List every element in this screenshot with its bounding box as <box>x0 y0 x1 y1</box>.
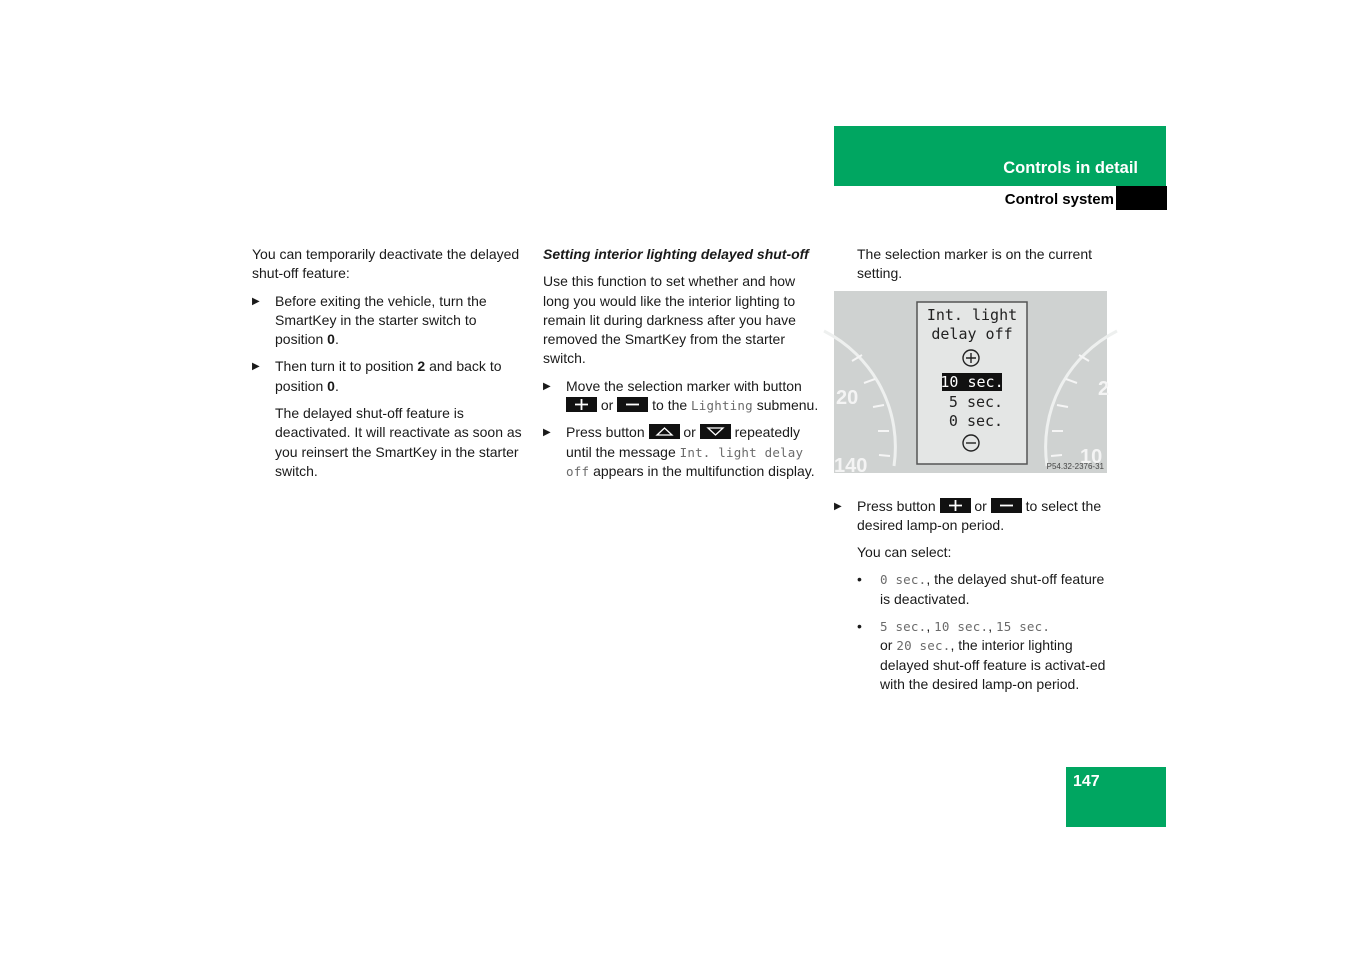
step-turn-position: ▶ Then turn it to position 2 and back to position 0. <box>252 358 502 394</box>
page-number: 147 <box>1073 773 1100 790</box>
arrow-icon: ▶ <box>252 295 260 307</box>
step-select-period: ▶ Press button or to select the desired lamp-on period. <box>834 497 1102 533</box>
you-can-select: You can select: <box>857 544 952 561</box>
image-code: P54.32-2376-31 <box>1046 462 1104 471</box>
gauge-number-right-top: 2 <box>1098 378 1110 400</box>
display-line-1: Int. light <box>926 306 1018 324</box>
subsection-marker <box>1116 186 1167 210</box>
function-intro: Use this function to set whether and how long you would like the interior lighting to remain lit during darkness after you have removed the SmartKey from the starter switch. <box>543 273 796 367</box>
plus-button-icon <box>566 397 597 412</box>
gauge-number-left-bottom: 140 <box>834 455 868 477</box>
section-title: Controls in detail <box>1003 159 1138 177</box>
arrow-icon: ▶ <box>543 427 551 439</box>
section-header-bar <box>834 126 1166 186</box>
step-press-button: ▶ Press button or repeatedly until the message Int. light delay off appears in the multifunction display. <box>543 424 815 479</box>
option-bullet-zero: • 0 sec., the delayed shut-off feature is deactivated. <box>857 571 1105 607</box>
arrow-icon: ▶ <box>834 500 842 512</box>
display-option-3: 0 sec. <box>948 412 1004 430</box>
display-option-selected: 10 sec. <box>940 373 1004 391</box>
down-button-icon <box>700 424 731 439</box>
up-button-icon <box>649 424 680 439</box>
subheading: Setting interior lighting delayed shut-off <box>543 246 809 262</box>
arrow-icon: ▶ <box>543 380 551 392</box>
minus-button-icon <box>991 498 1022 513</box>
arrow-icon: ▶ <box>252 361 260 373</box>
display-option-2: 5 sec. <box>948 393 1004 411</box>
option-bullet-active: • 5 sec., 10 sec., 15 sec. or 20 sec., the interior lighting delayed shut-off feature is activat-ed with the desired lamp-on period. <box>857 618 1106 692</box>
gauge-number-left-top: 20 <box>836 387 859 409</box>
deactivated-note: The delayed shut-off feature is deactivated. It will reactivate as soon as you reinsert the SmartKey in the starter switch. <box>275 405 522 479</box>
bullet-icon: • <box>857 571 862 588</box>
marker-note: The selection marker is on the current setting. <box>857 246 1092 282</box>
minus-button-icon <box>617 397 648 412</box>
step-exit-vehicle: ▶ Before exiting the vehicle, turn the SmartKey in the starter switch to position 0. <box>252 292 487 348</box>
gauge-number-right-bottom: 10 <box>1080 446 1103 468</box>
column-left <box>252 245 522 481</box>
plus-button-icon <box>940 498 971 513</box>
page-number-box <box>1066 767 1166 827</box>
bullet-icon: • <box>857 618 862 635</box>
step-move-marker: ▶ Move the selection marker with button or to the Lighting submenu. <box>543 377 819 414</box>
subsection-title: Control system <box>1004 191 1114 208</box>
intro-text: You can temporarily deactivate the delayed shut-off feature: <box>252 246 520 282</box>
column-middle <box>543 245 821 481</box>
display-line-2: delay off <box>931 325 1013 343</box>
